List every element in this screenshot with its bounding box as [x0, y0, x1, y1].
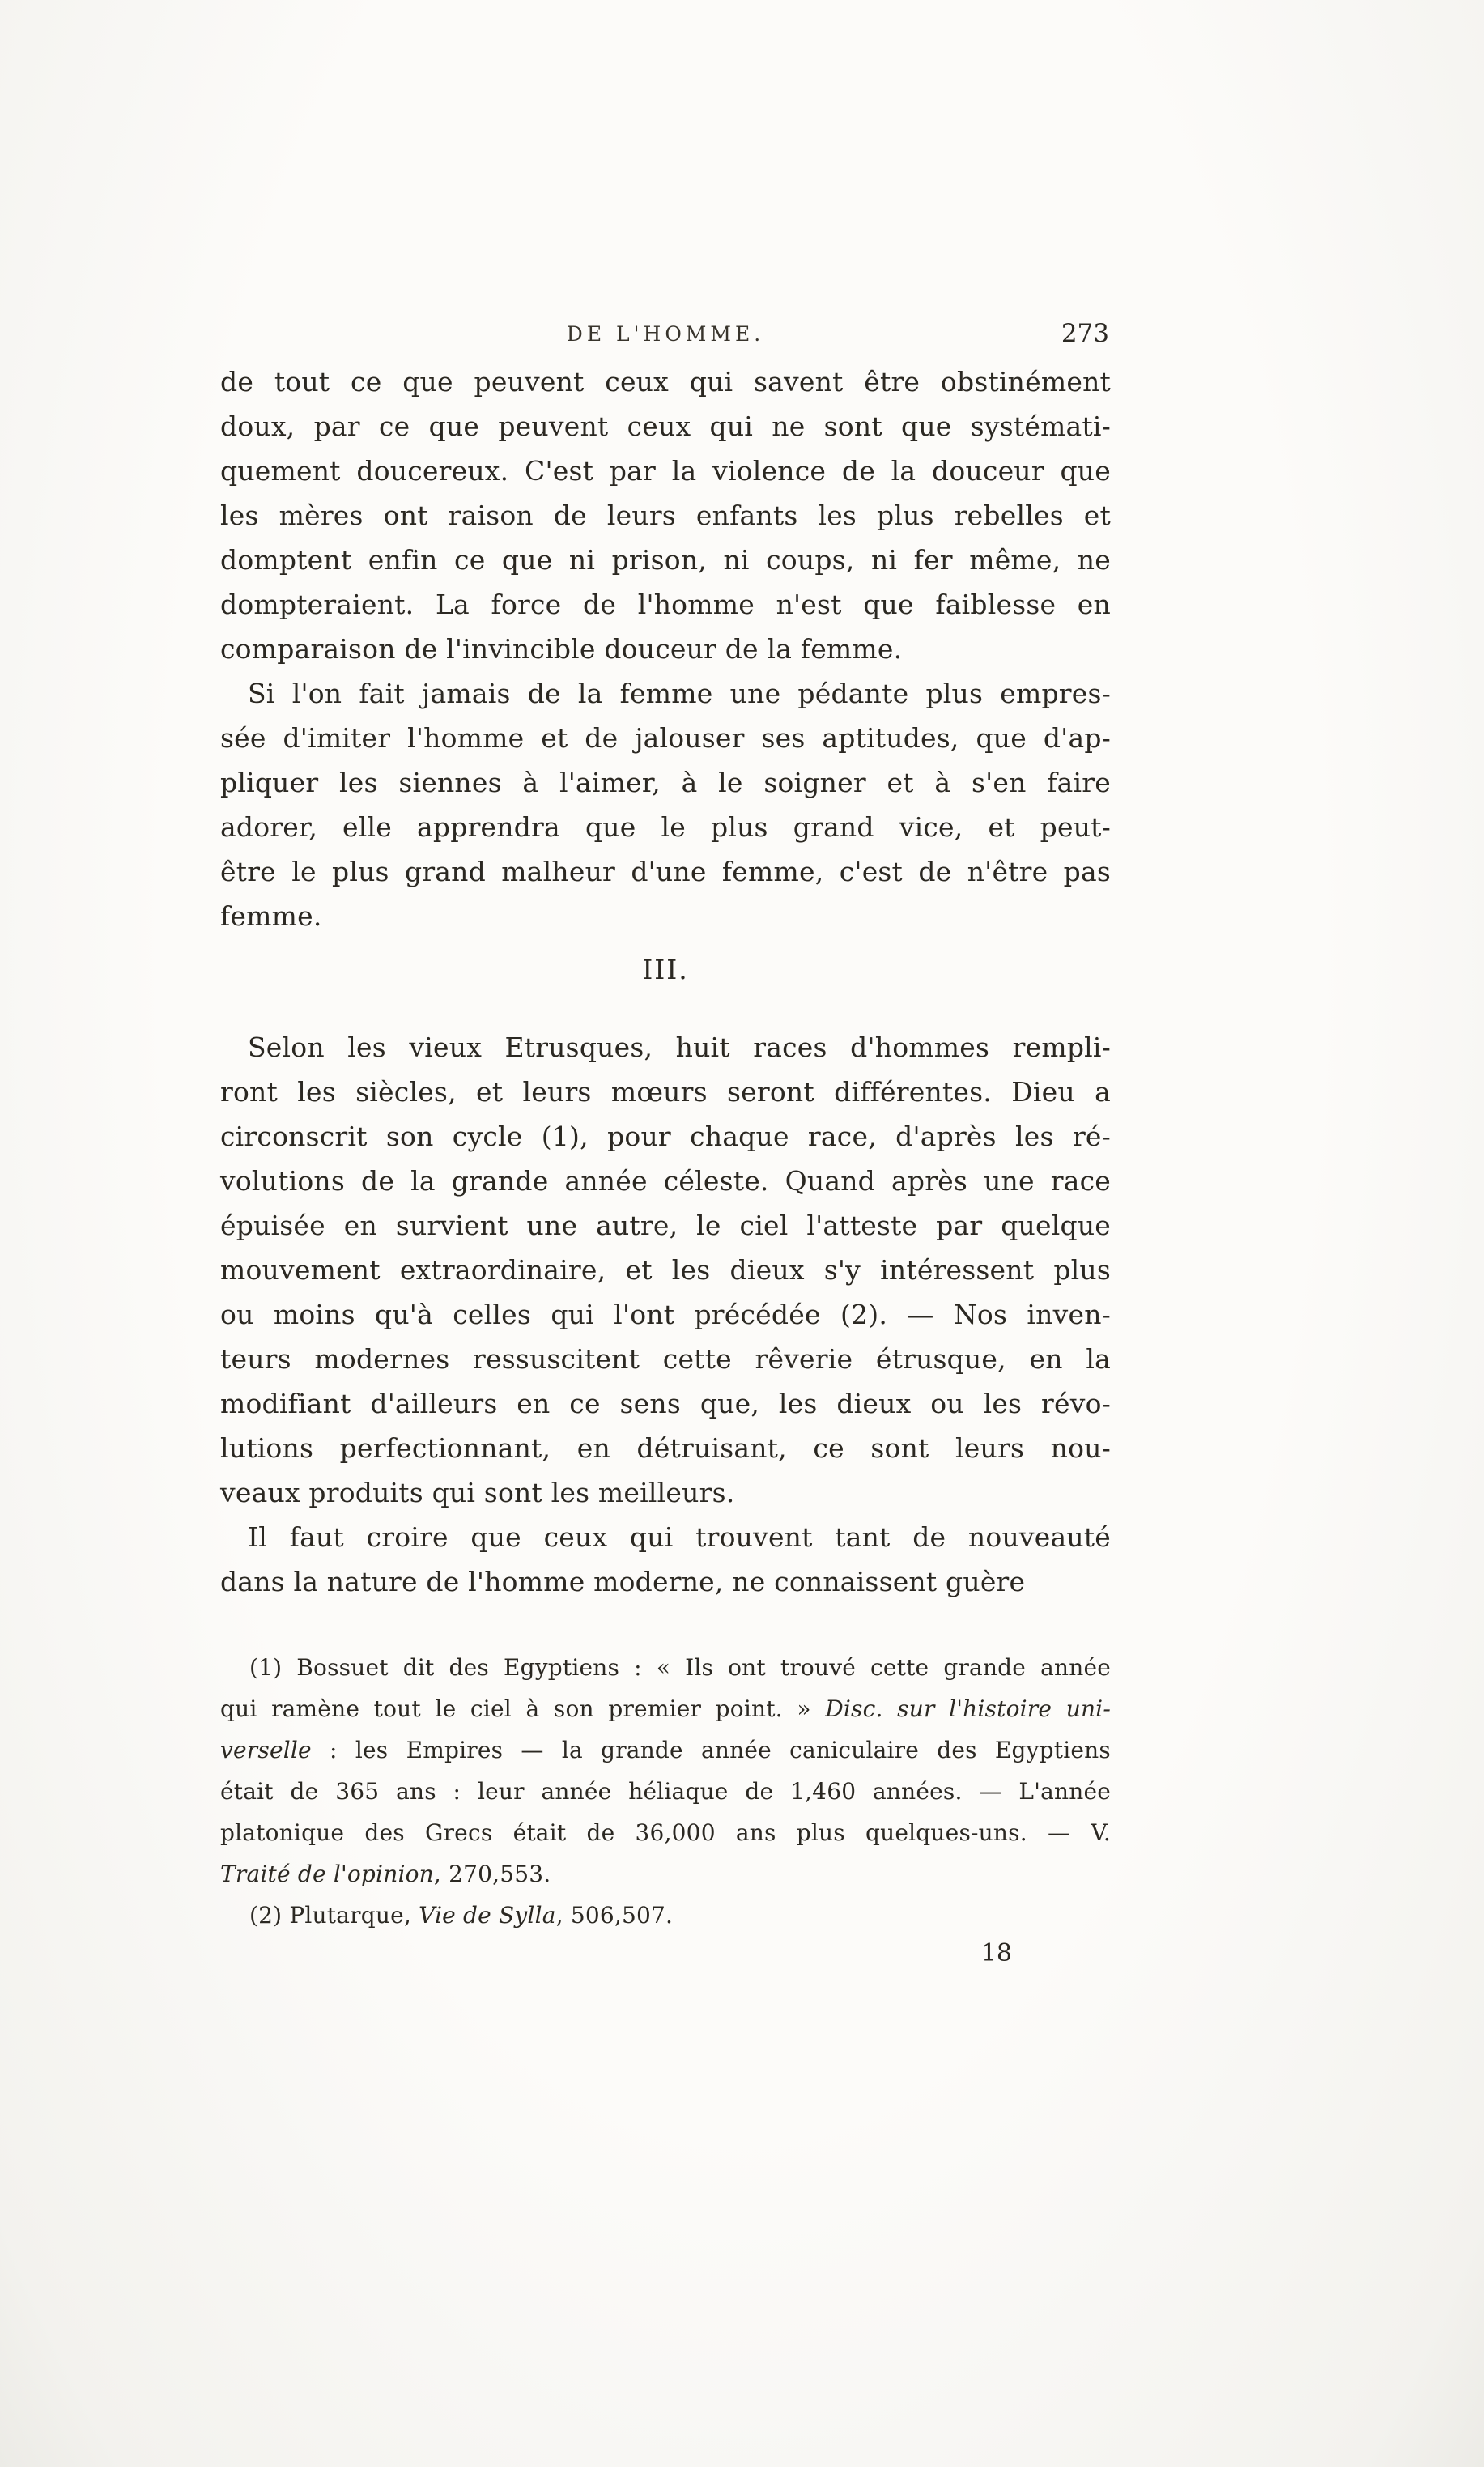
text-line: dompteraient. La force de l'homme n'est que faiblesse en: [220, 589, 1111, 620]
text-line: domptent enfin ce que ni prison, ni coups, ni fer même, ne: [220, 544, 1111, 576]
page-number: 273: [1061, 319, 1109, 348]
footnote: [220, 1895, 1111, 1936]
signature-number: 18: [980, 1939, 1012, 1967]
paragraph: [220, 1025, 1111, 1515]
text-line: teurs modernes ressuscitent cette rêverie étrusque, en la: [220, 1343, 1111, 1375]
footnote: [220, 1647, 1111, 1895]
text-line: (2) Plutarque, Vie de Sylla, 506,507.: [249, 1902, 674, 1929]
text-line: Selon les vieux Etrusques, huit races d'hommes rempli-: [248, 1031, 1111, 1063]
paragraph: [220, 671, 1111, 938]
text-line: modifiant d'ailleurs en ce sens que, les dieux ou les révo-: [220, 1388, 1111, 1419]
text-line: veaux produits qui sont les meilleurs.: [220, 1477, 735, 1508]
text-line: platonique des Grecs était de 36,000 ans plus quelques-uns. — V.: [220, 1819, 1111, 1846]
text-line: doux, par ce que peuvent ceux qui ne sont que systémati-: [220, 410, 1111, 442]
text-line: verselle : les Empires — la grande année caniculaire des Egyptiens: [220, 1737, 1111, 1763]
section-heading: III.: [642, 954, 689, 985]
text-line: les mères ont raison de leurs enfants les plus rebelles et: [220, 500, 1111, 531]
footnotes-section: [220, 1647, 1111, 1936]
text-line: être le plus grand malheur d'une femme, c'est de n'être pas: [220, 856, 1111, 887]
text-line: volutions de la grande année céleste. Quand après une race: [220, 1165, 1111, 1197]
text-line: femme.: [220, 900, 322, 932]
text-line: épuisée en survient une autre, le ciel l'atteste par quelque: [220, 1210, 1111, 1241]
text-block: [220, 319, 1111, 1968]
text-line: qui ramène tout le ciel à son premier point. » Disc. sur l'histoire uni-: [220, 1695, 1111, 1722]
text-line: pliquer les siennes à l'aimer, à le soigner et à s'en faire: [220, 767, 1111, 798]
text-line: mouvement extraordinaire, et les dieux s'y intéressent plus: [220, 1254, 1111, 1286]
paragraph: [220, 359, 1111, 671]
text-line: ront les siècles, et leurs mœurs seront différentes. Dieu a: [220, 1076, 1111, 1108]
running-title: DE L'HOMME.: [566, 322, 765, 346]
text-line: Il faut croire que ceux qui trouvent tant de nouveauté: [248, 1521, 1111, 1553]
running-header: [220, 319, 1111, 350]
text-line: Si l'on fait jamais de la femme une pédante plus empres-: [248, 678, 1111, 709]
text-line: adorer, elle apprendra que le plus grand vice, et peut-: [220, 811, 1111, 843]
text-line: comparaison de l'invincible douceur de la femme.: [220, 633, 903, 665]
text-line: était de 365 ans : leur année héliaque de 1,460 années. — L'année: [220, 1778, 1111, 1805]
paragraph: [220, 1515, 1111, 1604]
text-line: circonscrit son cycle (1), pour chaque race, d'après les ré-: [220, 1121, 1111, 1152]
text-line: quement doucereux. C'est par la violence de la douceur que: [220, 455, 1111, 487]
text-line: sée d'imiter l'homme et de jalouser ses aptitudes, que d'ap-: [220, 722, 1111, 754]
text-line: (1) Bossuet dit des Egyptiens : « Ils ont trouvé cette grande année: [249, 1654, 1111, 1681]
text-line: dans la nature de l'homme moderne, ne connaissent guère: [220, 1566, 1026, 1597]
text-line: ou moins qu'à celles qui l'ont précédée (2). — Nos inven-: [220, 1299, 1111, 1330]
text-line: lutions perfectionnant, en détruisant, ce sont leurs nou-: [220, 1432, 1111, 1464]
text-line: de tout ce que peuvent ceux qui savent être obstinément: [220, 366, 1111, 398]
text-line: Traité de l'opinion, 270,553.: [220, 1861, 551, 1887]
